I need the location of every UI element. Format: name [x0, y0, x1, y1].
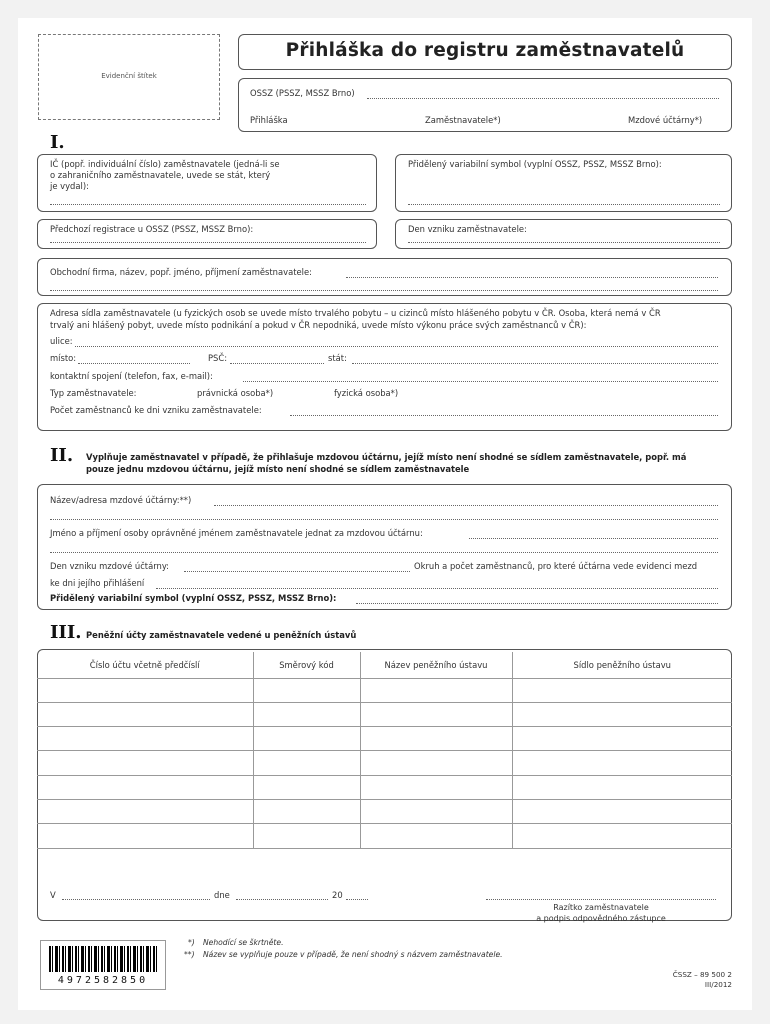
- footnote-1-mark: *): [188, 938, 195, 947]
- typ-label: Typ zaměstnavatele:: [50, 388, 137, 398]
- account-cell[interactable]: [253, 678, 360, 702]
- account-cell[interactable]: [37, 727, 253, 751]
- adresa-label-line-1: Adresa sídla zaměstnavatele (u fyzických osob se uvede místo trvalého pobytu – u cizinců místo hlášeného pobytu v ČR. Osoba, která nemá v ČR: [50, 308, 661, 318]
- predchozi-label: Předchozí registrace u OSSZ (PSSZ, MSSZ Brno):: [50, 224, 254, 234]
- section-3-heading: Peněžní účty zaměstnavatele vedené u peněžních ústavů: [86, 630, 357, 640]
- uctarna-box: [37, 484, 732, 610]
- obchodni-field-1[interactable]: [346, 277, 718, 278]
- account-row: [37, 678, 732, 702]
- account-row: [37, 727, 732, 751]
- account-cell[interactable]: [360, 775, 512, 799]
- uctarna-den-vzniku-field[interactable]: [184, 571, 410, 572]
- uctarna-jmeno-label: Jméno a příjmení osoby oprávněné jménem zaměstnavatele jednat za mzdovou účtárnu:: [50, 528, 423, 538]
- barcode-number: 4972582850: [57, 975, 149, 986]
- account-cell[interactable]: [360, 799, 512, 823]
- section-2-heading-line-1: Vyplňuje zaměstnavatel v případě, že přihlašuje mzdovou účtárnu, jejíž místo není shodné se sídlem zaměstnavatele, popř. má: [86, 452, 687, 462]
- den-vzniku-box: [395, 219, 732, 249]
- vs-label: Přidělený variabilní symbol (vyplní OSSZ, PSSZ, MSSZ Brno):: [408, 159, 662, 169]
- uctarna-okruh-field[interactable]: [156, 588, 718, 589]
- uctarna-nazev-field-2[interactable]: [50, 519, 718, 520]
- account-cell[interactable]: [360, 727, 512, 751]
- account-cell[interactable]: [512, 775, 732, 799]
- ic-label-line-3: je vydal):: [50, 181, 89, 191]
- footnote-1-text: Nehodící se škrtněte.: [203, 938, 284, 947]
- ic-label-line-2: o zahraničního zaměstnavatele, uvede se stát, který: [50, 170, 271, 180]
- accounts-header-row: [37, 652, 732, 678]
- den-vzniku-label: Den vzniku zaměstnavatele:: [408, 224, 527, 234]
- ic-box: [37, 154, 377, 212]
- adresa-box: [37, 303, 732, 431]
- account-cell[interactable]: [253, 702, 360, 726]
- pocet-field[interactable]: [290, 415, 718, 416]
- den-vzniku-field[interactable]: [408, 242, 720, 243]
- adresa-label-line-2: trvalý ani hlášený pobyt, uvede místo podnikání a pokud v ČR nepodniká, uvede místo výkonu práce svých zaměstnanců v ČR):: [50, 320, 587, 330]
- account-row: [37, 702, 732, 726]
- stat-field[interactable]: [352, 363, 718, 364]
- accounts-table: [37, 652, 732, 849]
- account-cell[interactable]: [512, 702, 732, 726]
- account-cell[interactable]: [512, 751, 732, 775]
- account-row: [37, 799, 732, 823]
- account-cell[interactable]: [37, 799, 253, 823]
- uctarna-okruh-label: Okruh a počet zaměstnanců, pro které účtárna vede evidenci mezd: [414, 561, 698, 571]
- account-row: [37, 775, 732, 799]
- footnote-2-text: Název se vyplňuje pouze v případě, že není shodný s názvem zaměstnavatele.: [203, 950, 503, 959]
- account-cell[interactable]: [360, 824, 512, 848]
- prihlaska-label: Přihláška: [250, 115, 288, 125]
- title-box: [238, 34, 732, 70]
- account-cell[interactable]: [512, 678, 732, 702]
- option-mzdove-uctarny[interactable]: Mzdové účtárny*): [628, 115, 703, 125]
- signature-place-field[interactable]: [62, 899, 210, 900]
- uctarna-ke-dni-label: ke dni jejího přihlášení: [50, 578, 145, 588]
- ic-label-line-1: IČ (popř. individuální číslo) zaměstnavatele (jedná-li se: [50, 159, 280, 169]
- razitko-field[interactable]: [486, 899, 716, 900]
- vs-box: [395, 154, 732, 212]
- form-page: [18, 18, 752, 1010]
- col-cislo-uctu: Číslo účtu včetně předčíslí: [37, 652, 253, 678]
- uctarna-den-vzniku-label: Den vzniku mzdové účtárny:: [50, 561, 169, 571]
- signature-v-label: V: [50, 890, 56, 900]
- account-cell[interactable]: [253, 727, 360, 751]
- account-cell[interactable]: [360, 678, 512, 702]
- account-cell[interactable]: [512, 799, 732, 823]
- form-code-line-1: ČSSZ – 89 500 2: [672, 970, 732, 979]
- stat-label: stát:: [328, 353, 347, 363]
- pocet-label: Počet zaměstnanců ke dni vzniku zaměstnavatele:: [50, 405, 262, 415]
- ulice-field[interactable]: [75, 346, 718, 347]
- account-cell[interactable]: [253, 799, 360, 823]
- form-title: Přihláška do registru zaměstnavatelů: [285, 40, 685, 61]
- account-row: [37, 751, 732, 775]
- col-smerovy-kod: Směrový kód: [253, 652, 360, 678]
- account-cell[interactable]: [37, 702, 253, 726]
- account-cell[interactable]: [253, 751, 360, 775]
- account-cell[interactable]: [512, 727, 732, 751]
- misto-label: místo:: [50, 353, 77, 363]
- col-sidlo-ustavu: Sídlo peněžního ústavu: [512, 652, 732, 678]
- account-cell[interactable]: [360, 751, 512, 775]
- barcode: [40, 940, 166, 990]
- vs-field[interactable]: [408, 204, 720, 205]
- obchodni-label: Obchodní firma, název, popř. jméno, příjmení zaměstnavatele:: [50, 267, 312, 277]
- account-cell[interactable]: [253, 824, 360, 848]
- ic-field[interactable]: [50, 204, 366, 205]
- account-cell[interactable]: [37, 775, 253, 799]
- psc-label: PSČ:: [208, 353, 228, 363]
- signature-dne-label: dne: [214, 890, 230, 900]
- uctarna-vs-field[interactable]: [356, 603, 718, 604]
- uctarna-jmeno-field-1[interactable]: [469, 538, 718, 539]
- signature-year-field[interactable]: [346, 899, 368, 900]
- predchozi-box: [37, 219, 377, 249]
- predchozi-field[interactable]: [50, 242, 366, 243]
- uctarna-nazev-field-1[interactable]: [214, 505, 718, 506]
- evidence-label-text: Evidenční štítek: [101, 72, 157, 80]
- evidence-label-box: [38, 34, 220, 120]
- section-2-numeral: II.: [50, 445, 74, 466]
- uctarna-vs-label: Přidělený variabilní symbol (vyplní OSSZ, PSSZ, MSSZ Brno):: [50, 593, 337, 603]
- barcode-bars: [49, 946, 159, 972]
- option-zamestnavatele[interactable]: Zaměstnavatele*): [425, 115, 501, 125]
- ulice-label: ulice:: [50, 336, 73, 346]
- misto-field[interactable]: [78, 363, 190, 364]
- razitko-label-line-2: a podpis odpovědného zástupce: [536, 914, 666, 923]
- obchodni-field-2[interactable]: [50, 290, 718, 291]
- signature-year-label: 20: [332, 890, 343, 900]
- account-row: [37, 824, 732, 848]
- account-cell[interactable]: [37, 824, 253, 848]
- section-1-numeral: I.: [50, 132, 65, 153]
- option-fyzicka-osoba[interactable]: fyzická osoba*): [334, 388, 399, 398]
- obchodni-box: [37, 258, 732, 296]
- uctarna-jmeno-field-2[interactable]: [50, 552, 718, 553]
- ossz-label: OSSZ (PSSZ, MSSZ Brno): [250, 88, 355, 98]
- col-nazev-ustavu: Název peněžního ústavu: [360, 652, 512, 678]
- ossz-field[interactable]: [367, 98, 719, 99]
- section-2-heading-line-2: pouze jednu mzdovou účtárnu, jejíž místo není shodné se sídlem zaměstnavatele: [86, 464, 470, 474]
- account-cell[interactable]: [360, 702, 512, 726]
- account-cell[interactable]: [37, 678, 253, 702]
- footnote-2-mark: **): [184, 950, 195, 959]
- psc-field[interactable]: [230, 363, 324, 364]
- razitko-label-line-1: Razítko zaměstnavatele: [553, 903, 649, 912]
- account-cell[interactable]: [512, 824, 732, 848]
- option-pravnicka-osoba[interactable]: právnická osoba*): [197, 388, 274, 398]
- account-cell[interactable]: [37, 751, 253, 775]
- kontakt-label: kontaktní spojení (telefon, fax, e-mail):: [50, 371, 213, 381]
- signature-date-field[interactable]: [236, 899, 328, 900]
- account-cell[interactable]: [253, 775, 360, 799]
- form-code-line-2: III/2012: [704, 980, 732, 989]
- ossz-box: [238, 78, 732, 132]
- kontakt-field[interactable]: [243, 381, 718, 382]
- section-3-numeral: III.: [50, 622, 82, 643]
- uctarna-nazev-label: Název/adresa mzdové účtárny:**): [50, 495, 192, 505]
